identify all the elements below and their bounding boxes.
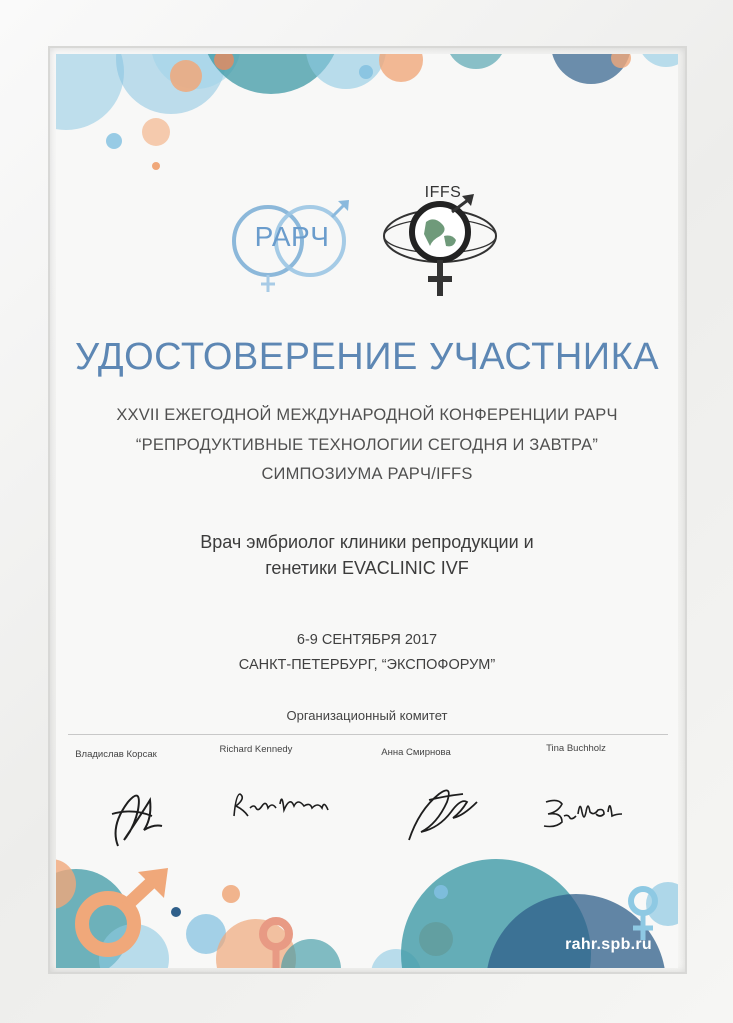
conference-line-1: XXVII ЕЖЕГОДНОЙ МЕЖДУНАРОДНОЙ КОНФЕРЕНЦИИ РАРЧ — [116, 406, 618, 424]
iffs-logo-text: IFFS — [424, 184, 462, 201]
rahr-logo — [228, 199, 358, 299]
conference-line-3: СИМПОЗИУМА РАРЧ/IFFS — [261, 465, 473, 483]
committee-label: Организационный комитет — [286, 708, 448, 723]
signer-name: Richard Kennedy — [219, 744, 293, 755]
conference-line-2: “РЕПРОДУКТИВНЫЕ ТЕХНОЛОГИИ СЕГОДНЯ И ЗАВТРА” — [135, 436, 599, 454]
recipient-line-2: генетики EVACLINIC IVF — [265, 558, 469, 578]
female-symbol-icon — [623, 884, 663, 944]
signature-image — [401, 778, 491, 848]
recipient-line-1: Врач эмбриолог клиники репродукции и — [200, 532, 534, 552]
signature-image — [228, 784, 343, 824]
certificate-title: УДОСТОВЕРЕНИЕ УЧАСТНИКА — [74, 336, 660, 378]
signature-image — [98, 776, 168, 851]
certificate-paper — [56, 54, 678, 968]
signer-name: Tina Buchholz — [546, 743, 606, 754]
male-symbol-icon — [60, 864, 180, 964]
signature-image — [538, 792, 648, 832]
event-dates: 6-9 СЕНТЯБРЯ 2017 — [296, 632, 438, 648]
female-symbol-icon — [246, 914, 306, 968]
signer-name: Владислав Корсак — [75, 749, 157, 760]
rahr-logo-text: РАРЧ — [254, 221, 330, 252]
website-url: rahr.spb.ru — [565, 936, 652, 953]
iffs-logo — [378, 184, 508, 299]
event-location: САНКТ-ПЕТЕРБУРГ, “ЭКСПОФОРУМ” — [238, 657, 496, 673]
committee-divider — [68, 734, 668, 735]
signer-name: Анна Смирнова — [381, 747, 451, 758]
